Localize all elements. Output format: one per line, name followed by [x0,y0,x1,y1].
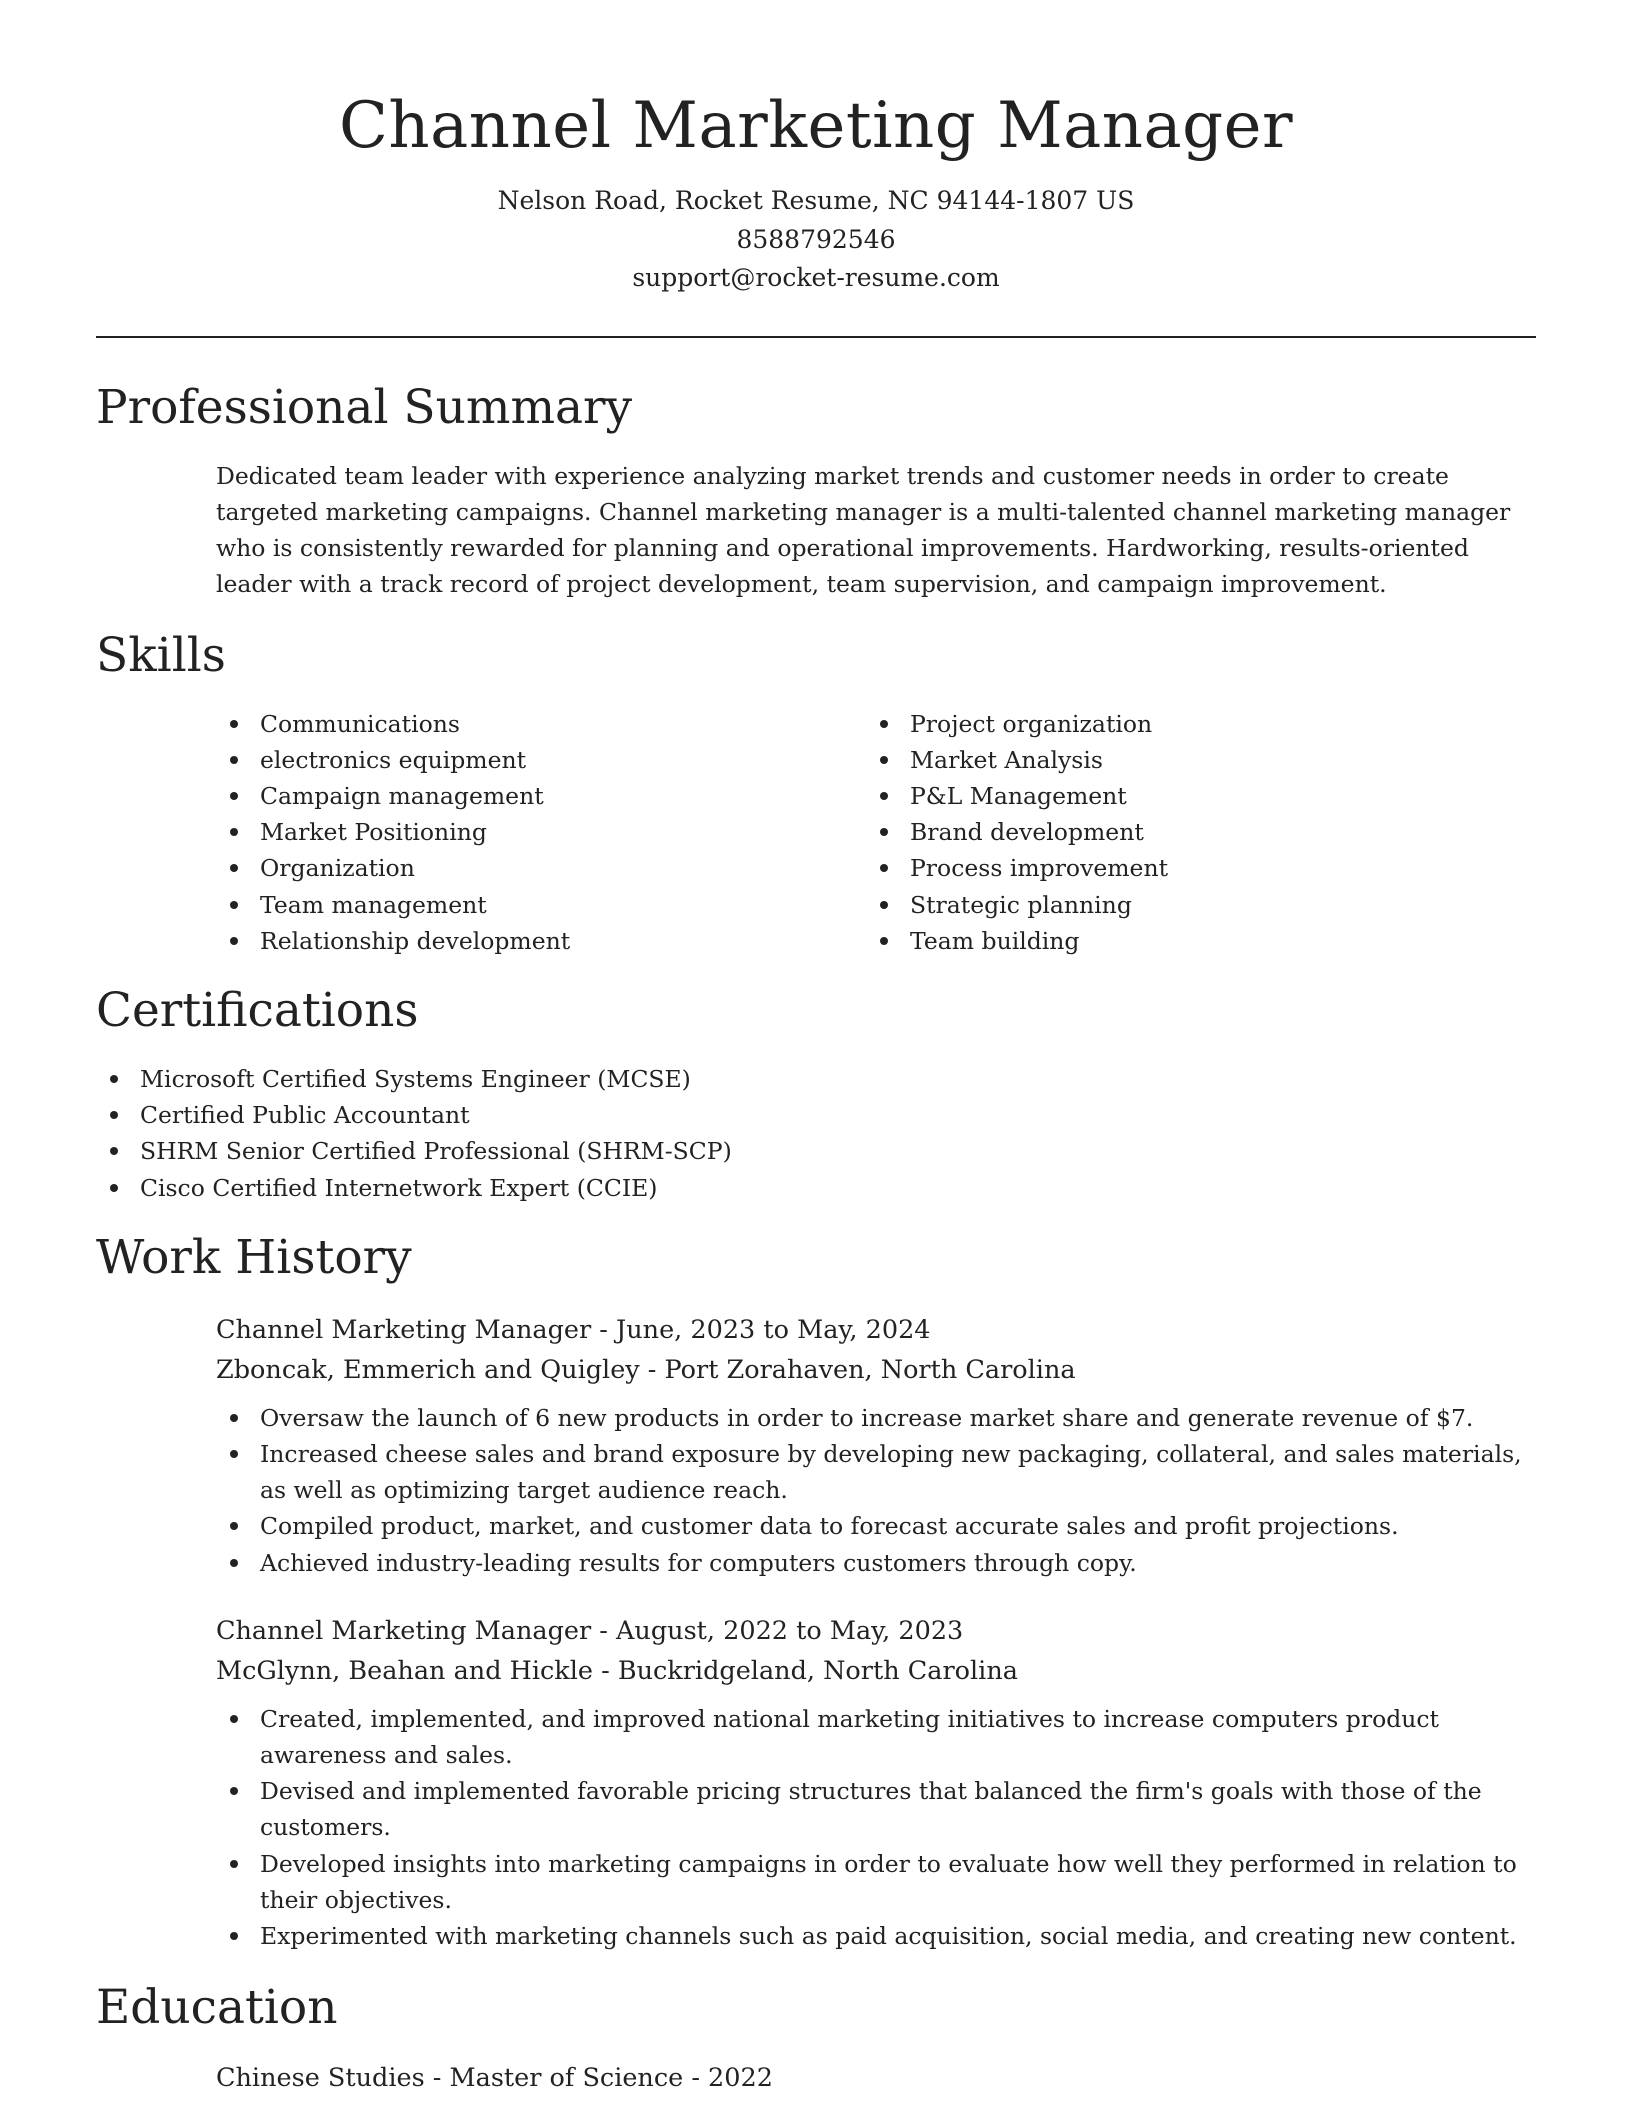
list-item: Cisco Certified Internetwork Expert (CCIE) [96,1170,1536,1206]
header-divider [96,336,1536,338]
list-item: Brand development [866,814,1516,850]
job-bullets [216,1400,1536,1581]
skills-columns [216,706,1536,959]
list-item: Certified Public Accountant [96,1097,1536,1133]
list-item: Market Analysis [866,742,1516,778]
certifications-list [96,1061,1536,1206]
resume-page [96,0,1536,2098]
certifications-heading: Certifications [96,982,419,1038]
resume-header [96,0,1536,298]
list-item: Microsoft Certified Systems Engineer (MCSE) [96,1061,1536,1097]
list-item: Achieved industry-leading results for computers customers through copy. [216,1545,1536,1581]
list-item: Team management [216,887,866,923]
contact-address: Nelson Road, Rocket Resume, NC 94144-1807 US [497,186,1135,215]
list-item: electronics equipment [216,742,866,778]
list-item: Oversaw the launch of 6 new products in order to increase market share and generate revenue of $7. [216,1400,1536,1436]
skills-heading: Skills [96,627,226,683]
job-entry [216,1310,1536,1581]
skills-list-right [866,706,1516,959]
list-item: Process improvement [866,850,1516,886]
contact-email: support@rocket-resume.com [632,263,1000,292]
education-heading: Education [96,1980,338,2036]
list-item: SHRM Senior Certified Professional (SHRM-SCP) [96,1133,1536,1169]
job-bullets [216,1701,1536,1954]
list-item: Communications [216,706,866,742]
work-history-heading: Work History [96,1229,412,1285]
job-entry [216,1611,1536,1954]
list-item: Market Positioning [216,814,866,850]
skills-list-left [216,706,866,959]
job-company-line: Zboncak, Emmerich and Quigley - Port Zorahaven, North Carolina [216,1354,1076,1385]
summary-heading: Professional Summary [96,379,633,435]
list-item: Compiled product, market, and customer data to forecast accurate sales and profit projections. [216,1508,1536,1544]
list-item: Experimented with marketing channels such as paid acquisition, social media, and creating new content. [216,1918,1536,1954]
list-item: Created, implemented, and improved national marketing initiatives to increase computers product awareness and sales. [216,1701,1536,1773]
list-item: Relationship development [216,923,866,959]
list-item: Increased cheese sales and brand exposure by developing new packaging, collateral, and sales materials, as well as optimizing target audience reach. [216,1436,1536,1508]
list-item: Devised and implemented favorable pricing structures that balanced the firm's goals with those of the customers. [216,1773,1536,1845]
contact-block [96,182,1536,298]
list-item: Campaign management [216,778,866,814]
job-role-line: Channel Marketing Manager - June, 2023 to May, 2024 [216,1314,931,1345]
summary-text: Dedicated team leader with experience analyzing market trends and customer needs in order to create targeted marketing campaigns. Channel marketing manager is a multi-talented channel marketing manager who is consistently rewarded for planning and operational improvements. Hardworking, results-oriented leader with a track record of project development, team supervision, and campaign improvement. [216,461,1511,598]
list-item: Developed insights into marketing campaigns in order to evaluate how well they performed in relation to their objectives. [216,1846,1536,1918]
job-role-line: Channel Marketing Manager - August, 2022 to May, 2023 [216,1615,964,1646]
job-company-line: McGlynn, Beahan and Hickle - Buckridgeland, North Carolina [216,1655,1018,1686]
list-item: Strategic planning [866,887,1516,923]
list-item: Organization [216,850,866,886]
list-item: P&L Management [866,778,1516,814]
resume-name: Channel Marketing Manager [338,89,1294,163]
list-item: Project organization [866,706,1516,742]
education-entry: Chinese Studies - Master of Science - 2022 [216,2063,773,2094]
contact-phone: 8588792546 [736,224,896,254]
list-item: Team building [866,923,1516,959]
